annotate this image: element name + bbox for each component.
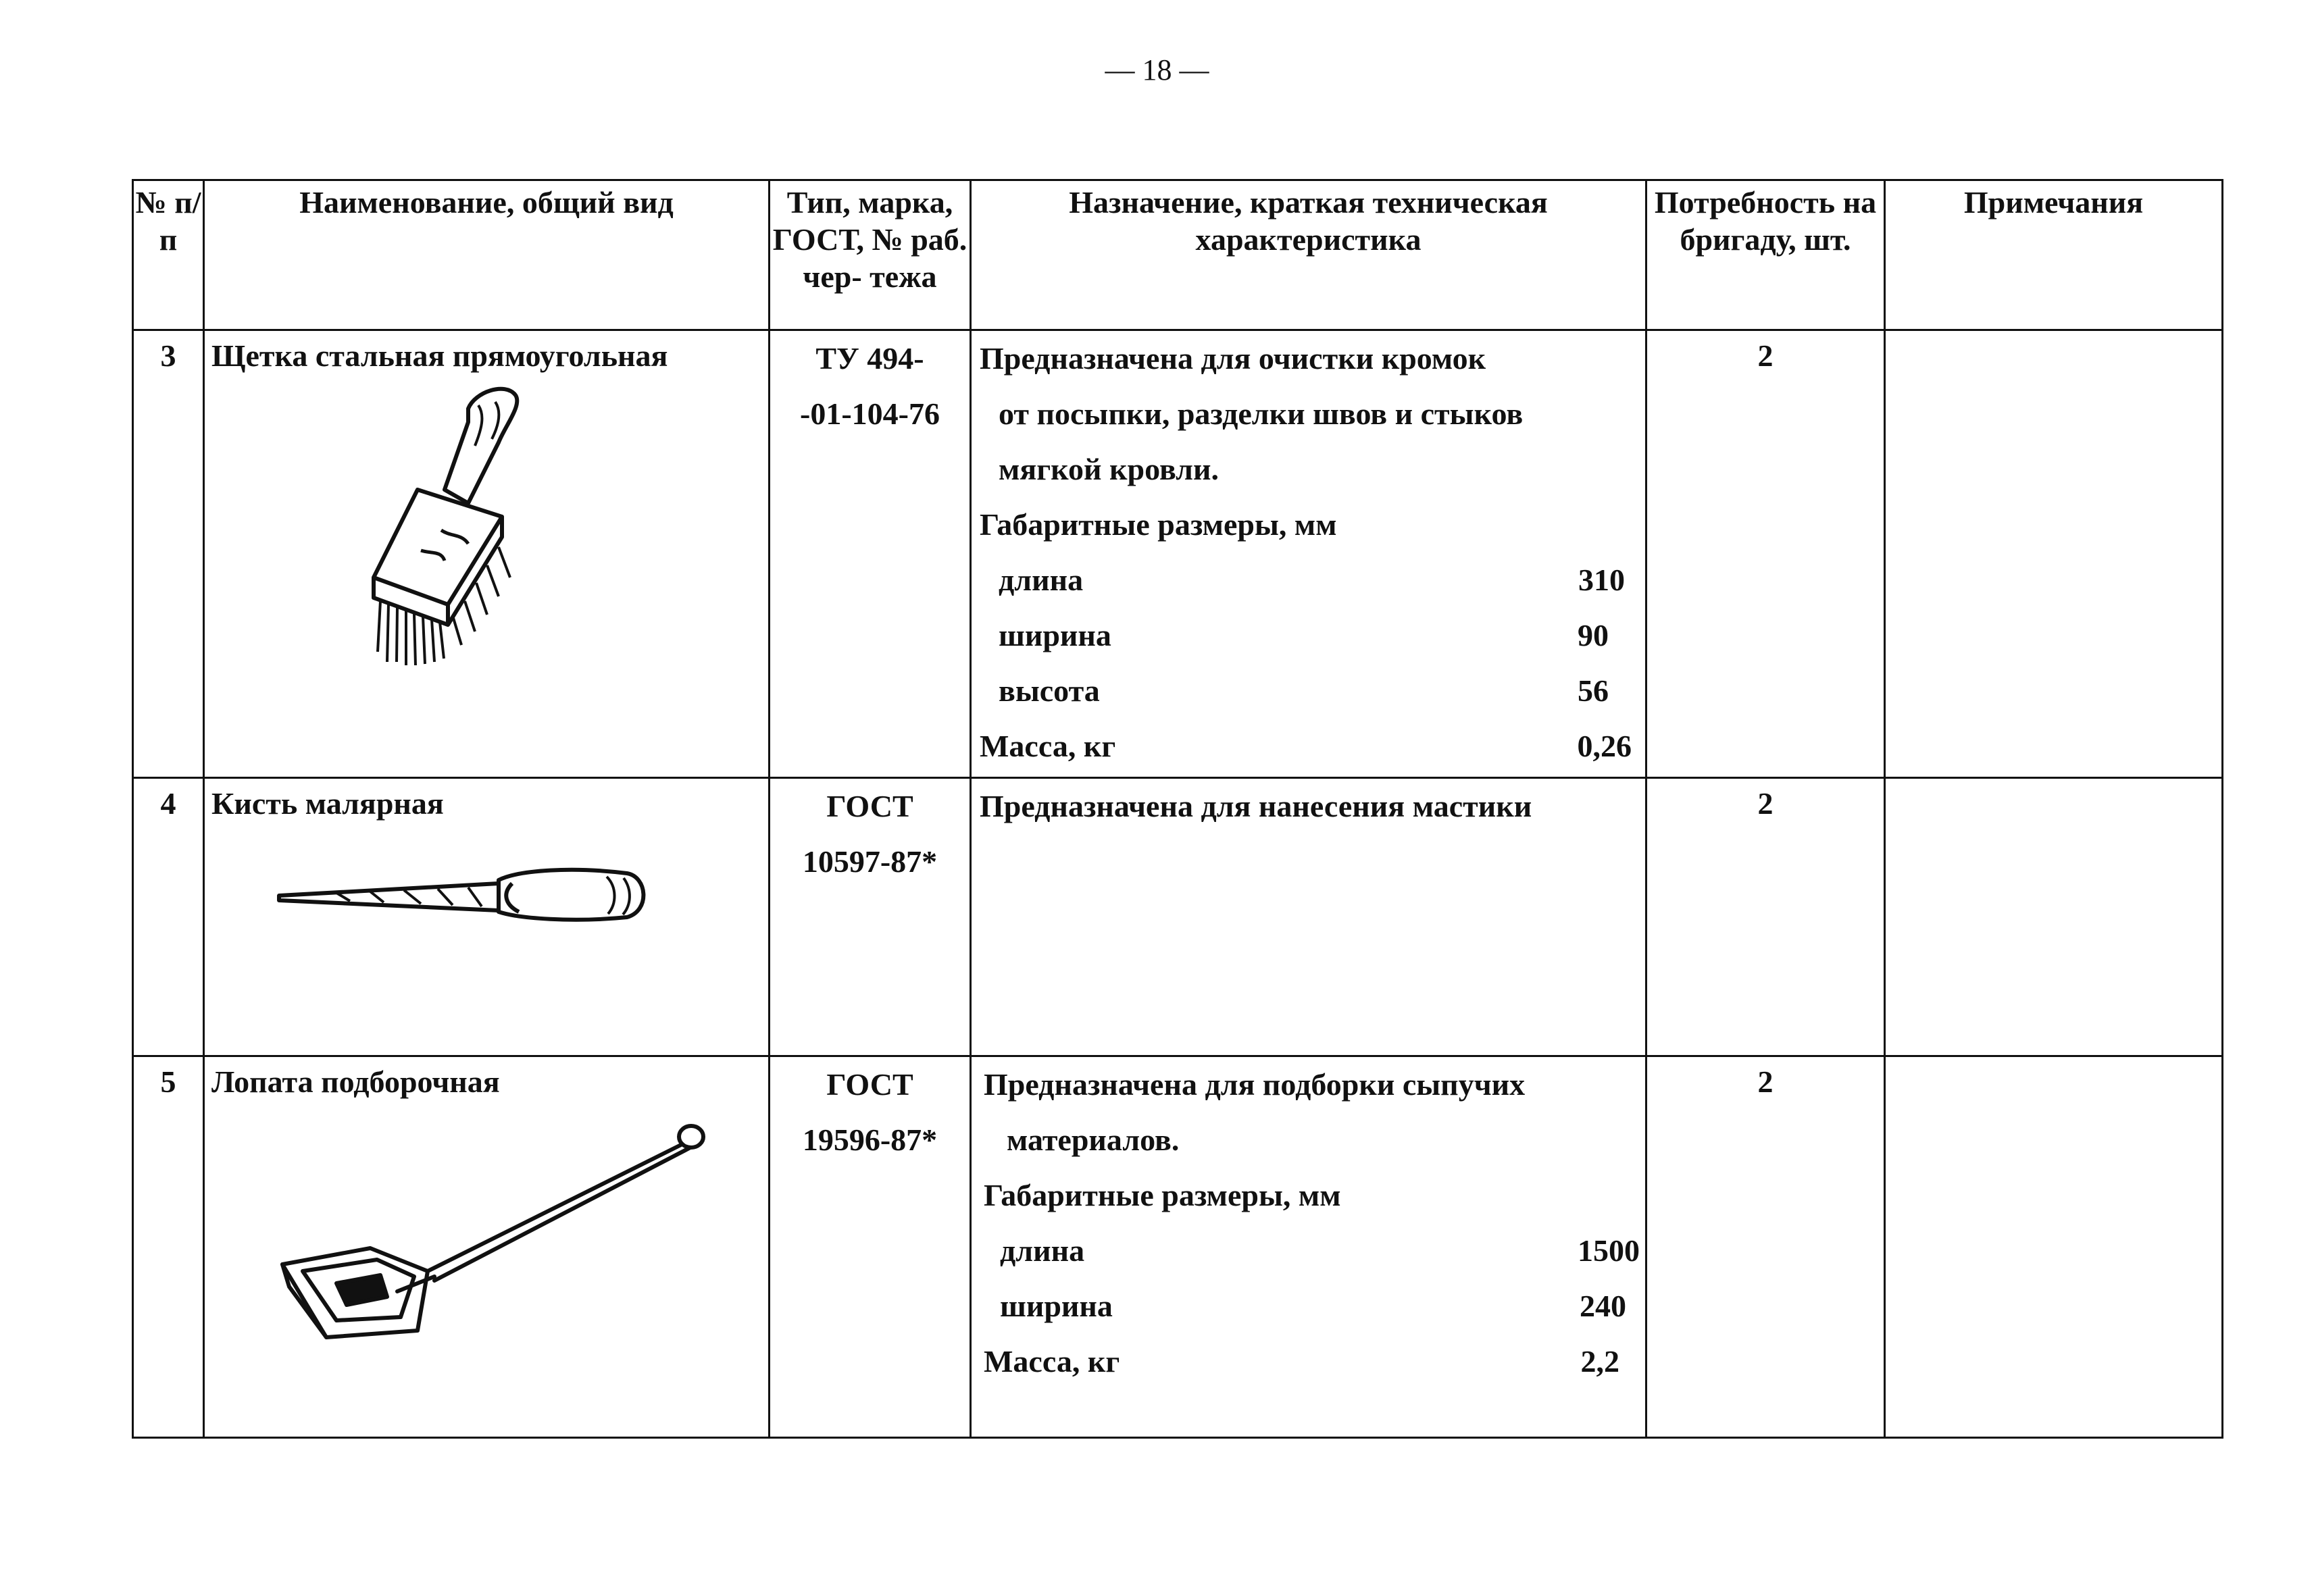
purpose-text: Габаритные размеры, мм [984,1178,1341,1212]
dimension-value: 56 [1578,673,1609,708]
item-notes [1885,330,2223,778]
steel-brush-illustration [367,382,543,672]
table-row [133,778,2223,1056]
item-name-cell [204,330,770,778]
row-number: 4 [133,778,204,1056]
type-line: 10597-87* [802,844,938,879]
dimension-row [980,719,1632,774]
type-line: ГОСТ [826,789,913,823]
item-need: 2 [1646,778,1885,1056]
table-row [133,330,2223,778]
item-purpose-cell [971,778,1646,1056]
item-type-cell [770,778,971,1056]
type-line: ГОСТ [826,1067,913,1102]
purpose-text: мягкой кровли. [999,452,1219,486]
dimension-value: 0,26 [1577,729,1632,763]
item-name: Щетка стальная прямоугольная [211,338,668,373]
item-notes [1885,1056,2223,1438]
dimension-value: 310 [1578,563,1625,597]
purpose-line [984,1112,1640,1168]
paint-brush-illustration [276,863,654,924]
dimension-label: ширина [1000,1289,1113,1323]
purpose-text: Предназначена для очистки кромок [980,341,1486,376]
dimension-row [984,1279,1640,1334]
dimension-label: Масса, кг [980,729,1116,763]
dimension-row [980,552,1632,608]
page-number: — 18 — [1105,53,1209,86]
purpose-line [984,1168,1640,1223]
header-type: Тип, марка, ГОСТ, № раб. чер- тежа [770,180,971,330]
dimension-value: 90 [1578,618,1609,652]
item-need: 2 [1646,330,1885,778]
purpose-text: от посыпки, разделки швов и стыков [999,396,1524,431]
dimension-row [984,1223,1640,1279]
purpose-line [980,442,1632,497]
item-purpose-cell [971,1056,1646,1438]
dimension-row [980,608,1632,663]
shovel-illustration [262,1114,708,1358]
equipment-table [132,179,2223,1439]
dimension-value: 240 [1580,1289,1626,1323]
purpose-line [984,1057,1640,1112]
item-notes [1885,778,2223,1056]
purpose-text: Предназначена для подборки сыпучих [984,1067,1526,1102]
dimension-label: длина [1000,1233,1085,1268]
row-number: 3 [133,330,204,778]
item-name-cell [204,1056,770,1438]
dimension-row [980,663,1632,719]
purpose-line [980,331,1632,386]
purpose-text: Предназначена для нанесения мастики [980,789,1532,823]
purpose-text: Габаритные размеры, мм [980,507,1337,542]
dimension-label: ширина [999,618,1111,652]
purpose-line [980,779,1632,834]
table-row [133,1056,2223,1438]
item-type-cell [770,1056,971,1438]
header-row [133,180,2223,330]
dimension-value: 2,2 [1580,1344,1619,1379]
item-name: Кисть малярная [211,786,444,821]
row-number: 5 [133,1056,204,1438]
header-num: № п/п [133,180,204,330]
dimension-label: высота [999,673,1100,708]
dimension-value: 1500 [1578,1233,1640,1268]
dimension-label: Масса, кг [984,1344,1120,1379]
header-name: Наименование, общий вид [204,180,770,330]
type-line: ТУ 494- [815,341,924,376]
purpose-line [980,386,1632,442]
item-name-cell [204,778,770,1056]
type-line: 19596-87* [802,1123,938,1157]
purpose-text: материалов. [1007,1123,1180,1157]
type-line: -01-104-76 [800,396,940,431]
header-need: Потребность на бригаду, шт. [1646,180,1885,330]
item-purpose-cell [971,330,1646,778]
header-notes: Примечания [1885,180,2223,330]
item-name: Лопата подборочная [211,1064,500,1099]
item-need: 2 [1646,1056,1885,1438]
dimension-label: длина [999,563,1084,597]
header-purpose: Назначение, краткая техническая характеристика [971,180,1646,330]
item-type-cell [770,330,971,778]
purpose-line [980,497,1632,552]
dimension-row [984,1334,1640,1389]
